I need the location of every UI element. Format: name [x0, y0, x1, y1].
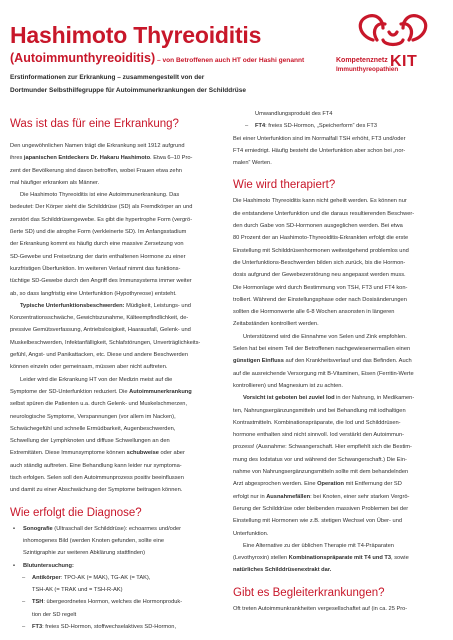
text-line: Zeitabständen kontrolliert werden. — [233, 321, 319, 328]
page-title: Hashimoto Thyreoiditis — [10, 22, 262, 48]
text-line: auf die ausreichende Versorgung mit B-Vitaminen, Eisen (Ferritin-Werte — [233, 370, 414, 377]
paragraph-werte — [233, 133, 444, 170]
section-heading-begleiterkrankungen: Gibt es Begleiterkrankungen? — [233, 586, 385, 599]
text-line: günstigen Einfluss auf den Krankheitsverlauf und das Befinden. Auch — [233, 358, 412, 365]
text-line: Kontrastmitteln. Kombinationspräparate, die Iod und Schilddrüsen- — [233, 419, 401, 426]
list-item — [10, 560, 223, 572]
text-line: inhomogenes Bild (werden Knoten gefunden, sollte eine — [23, 537, 165, 544]
sub-list-item — [10, 596, 223, 621]
thyroid-figure-logo-icon — [333, 10, 451, 86]
text-line: selbst spüren die Patienten u.a. durch Gelenk- und Muskelschmerzen, — [10, 401, 188, 408]
text-line: Muskelbeschwerden, Infektanfälligkeit, Schlafstörungen, Unverträglichkeits- — [10, 339, 201, 346]
logo-line-2: Immunthyreopathien — [336, 66, 399, 73]
intro-text — [10, 72, 246, 97]
left-column — [10, 140, 223, 633]
text-line: (Levothyroxin) stellen Kombinationspräparate mit T4 und T3, sowie — [233, 555, 409, 562]
section-heading-therapie: Wie wird therapiert? — [233, 179, 336, 192]
text-line: Leider wird die Erkrankung HT von der Medizin meist auf die — [20, 376, 173, 383]
text-line: • Blutuntersuchung: — [23, 562, 74, 569]
paragraph-begleit — [233, 603, 444, 615]
text-line: Bei einer Unterfunktion sind im Normalfall TSH erhöht, FT3 und/oder — [233, 135, 406, 142]
text-line: bedeutet: Der Körper sieht die Schilddrüse (SD) als Fremdkörper an und — [10, 204, 193, 211]
paragraph-therapie — [233, 195, 444, 330]
text-line: Schwächegefühl und schnelle Ermüdbarkeit, Augenbeschwerden, — [10, 425, 176, 432]
text-line: Szintigraphie zur weiteren Abklärung stattfinden) — [23, 550, 146, 557]
text-line: und damit zu einer Abschwächung der Symptome beitragen können. — [10, 487, 183, 494]
text-line: hormone enthalten sind nicht sinnvoll. Iod verstärkt den Autoimmun- — [233, 432, 405, 439]
text-line: nahme von Nahrungsergänzungsmitteln sollte mit dem behandelnden — [233, 469, 409, 476]
text-line: ihres japanischen Entdeckers Dr. Hakaru Hashimoto. Etwa 6–10 Pro- — [10, 155, 193, 162]
paragraph-intro — [10, 140, 223, 189]
text-line: – TSH: übergeordnetes Hormon, welches die Hormonproduk- — [32, 599, 183, 606]
text-line: trolliert. Während der Einstellungsphase oder nach Dosisänderungen — [233, 296, 407, 303]
paragraph-beschwerden — [10, 300, 223, 374]
text-line: ßerte SD) und die atrophe Form (verkleinerte SD). Im Anfangsstadium — [10, 229, 187, 236]
subtitle-note: – von Betroffenen auch HT oder Hashi genannt — [155, 57, 305, 64]
list-item — [10, 523, 223, 560]
text-line: kontrollieren) und Magnesium ist zu achten. — [233, 382, 344, 389]
text-line: Die Hormonlage wird durch Bestimmung von TSH, FT3 und FT4 kon- — [233, 284, 408, 291]
text-line: Symptome der SD-Unterfunktion reduziert. Die Autoimmunerkrankung — [10, 388, 192, 395]
sub-list-item — [10, 621, 223, 633]
text-line: Unterstützend wird die Einnahme von Selen und Zink empfohlen. — [243, 333, 407, 340]
text-line: den durch Gabe von SD-Hormonen ausgeglichen werden. Bei etwa — [233, 223, 403, 230]
text-line: TSH-AK (= TRAK und = TSH-R-AK) — [32, 587, 123, 594]
text-line: • Sonografie (Ultraschall der Schilddrüse): echoarmes und/oder — [23, 525, 182, 532]
text-line: mung des Iodstatus vor und während der Schwangerschaft.) Die Ein- — [233, 456, 407, 463]
text-line: Unterfunktion. — [233, 530, 269, 537]
text-line: dosis aufgrund der Gewebezerstörung neu angepasst werden muss. — [233, 272, 406, 279]
text-line: Eine Alternative zu der üblichen Therapie mit T4-Präparaten — [243, 542, 394, 549]
text-line: zerstört das Schilddrüsengewebe. Es gibt die hypertrophe Form (vergrö- — [10, 216, 193, 223]
section-heading-erkrankung: Was ist das für eine Erkrankung? — [10, 118, 179, 130]
paragraph-iod — [233, 392, 444, 540]
text-line: auch ständig auftreten. Eine Behandlung kann leider nur symptoma- — [10, 462, 182, 469]
text-line: Selen hat bei einem Teil der Betroffenen nachgewiesenermaßen einen — [233, 346, 411, 353]
text-line: Die Hashimoto Thyreoiditis ist eine Autoimmunerkrankung. Das — [20, 192, 180, 199]
text-line: Konzentrationsschwäche, Gewichtszunahme, Kälteempfindlichkeit, de- — [10, 315, 189, 322]
text-line: SD-Gewebe und Freisetzung der darin enthaltenen Hormone zu einer — [10, 253, 186, 260]
text-line: Extremitäten. Diese Immunsymptome können schubweise oder aber — [10, 450, 185, 457]
text-line: – Antikörper: TPO-AK (= MAK), TG-AK (= TAK), — [32, 574, 151, 581]
text-line: Oft treten Autoimmunkrankheiten vergesellschaftet auf (in ca. 25 Pro- — [233, 605, 408, 612]
text-line: die Unterfunktions-Beschwerden bilden sich zurück, bis die Hormon- — [233, 259, 406, 266]
text-line: gefühl, Angst- und Panikattacken, etc. Diese und andere Beschwerden — [10, 352, 189, 359]
logo-kit-text: KIT — [390, 53, 418, 70]
text-line: Den ungewöhnlichen Namen trägt die Erkrankung seit 1912 aufgrund — [10, 143, 185, 149]
intro-line-2: Dortmunder Selbsthilfegruppe für Autoimmunerkrankungen der Schilddrüse — [10, 86, 246, 94]
section-heading-diagnose: Wie erfolgt die Diagnose? — [10, 506, 142, 519]
text-line: neurologische Symptome, Verspannungen (vor allem im Nacken), — [10, 413, 176, 420]
text-line: Einstellung mit Schilddrüsenhormonen weitestgehend problemlos und — [233, 247, 409, 254]
logo-line-1: Kompetenznetz — [336, 57, 388, 64]
text-line: tion der SD regelt — [32, 611, 77, 618]
subtitle-main: (Autoimmunthyreoiditis) — [10, 51, 156, 65]
text-line: pressive Gemütsverfassung, Antriebslosigkeit, Haarausfall, Gelenk- und — [10, 327, 191, 334]
text-line: mal häufiger erkranken als Männer. — [10, 179, 100, 186]
text-line: Die Hashimoto Thyreoiditis kann nicht geheilt werden. Es können nur — [233, 198, 407, 205]
text-line: erfolgt nur in Ausnahmefällen: bei Knoten, einer sehr starken Vergrö- — [233, 493, 410, 500]
page-subtitle — [10, 51, 304, 65]
text-line: zent der Bevölkerung sind davon betroffen, wobei Frauen etwa zehn — [10, 167, 182, 174]
text-line: Umwandlungsprodukt des FT4 — [255, 111, 333, 117]
paragraph-selen — [233, 331, 444, 392]
text-line: Einstellung mit Hormonen wie z.B. stetigen Wechsel von Über- und — [233, 518, 403, 525]
text-line: malen“ Werten. — [233, 160, 272, 167]
text-line: tüchtige SD-Gewebe durch den Angriff des Immunsystems immer weiter — [10, 278, 192, 285]
intro-line-1: Erstinformationen zur Erkrankung – zusammengestellt von der — [10, 74, 205, 81]
text-line: ßerung der Schilddrüse oder bleibenden massiven Problemen bei der — [233, 505, 409, 512]
paragraph-autoimmun — [10, 189, 223, 300]
text-line: Typische Unterfunktionsbeschwerden: Müdigkeit, Leistungs- und — [20, 302, 191, 309]
text-line: der Erkrankung kommt es häufig durch eine massive Zersetzung von — [10, 241, 184, 248]
text-line: – FT3: freies SD-Hormon, stoffwechselaktives SD-Hormon, — [32, 623, 177, 630]
text-line: ab, so dass langfristig eine Unterfunktion (Hypothyreose) entsteht. — [10, 290, 177, 297]
text-line: sollten die Hormonwerte alle 6-8 Wochen ansonsten in längeren — [233, 309, 395, 316]
diagnose-list — [10, 523, 223, 634]
text-line: die entstandene Unterfunktion und die daraus resultierenden Beschwer- — [233, 210, 415, 217]
sub-list-item — [10, 572, 223, 597]
text-line: Schwellung der Lymphknoten und diffuse Schwellungen an den — [10, 438, 170, 445]
paragraph-symptome — [10, 374, 223, 497]
text-line: – FT4: freies SD-Hormon, „Speicherform“ des FT3 — [245, 120, 444, 132]
text-line: 80 Prozent der an Hashimoto-Thyreoiditis-Erkrankten erfolgt die erste — [233, 235, 409, 242]
text-line: Arzt abgesprochen werden. Eine Operation mit Entfernung der SD — [233, 481, 402, 488]
text-line: kurzfristigen Überfunktion. Im weiteren Verlauf nimmt das funktions- — [10, 265, 181, 272]
text-line: können einzeln oder gemeinsam, müssen aber nicht auftreten. — [10, 364, 168, 371]
text-line: tisch erfolgen. Selen soll den Autoimmunprozess positiv beeinflussen — [10, 475, 184, 482]
text-line: FT4 erniedrigt. Häufig besteht die Unterfunktion aber schon bei „nor- — [233, 147, 406, 154]
text-line: natürliches Schilddrüsenextrakt dar. — [233, 567, 332, 574]
text-line: Vorsicht ist geboten bei zuviel Iod in der Nahrung, in Medikamen- — [243, 395, 415, 402]
text-line: prozess! (Ausnahme: Schwangerschaft. Hier empfiehlt sich die Bestim- — [233, 444, 412, 451]
text-line: ten, Nahrungsergänzungsmitteln und bei Behandlung mit iodhaltigen — [233, 407, 406, 414]
right-column — [233, 108, 444, 615]
paragraph-alternative — [233, 540, 444, 577]
